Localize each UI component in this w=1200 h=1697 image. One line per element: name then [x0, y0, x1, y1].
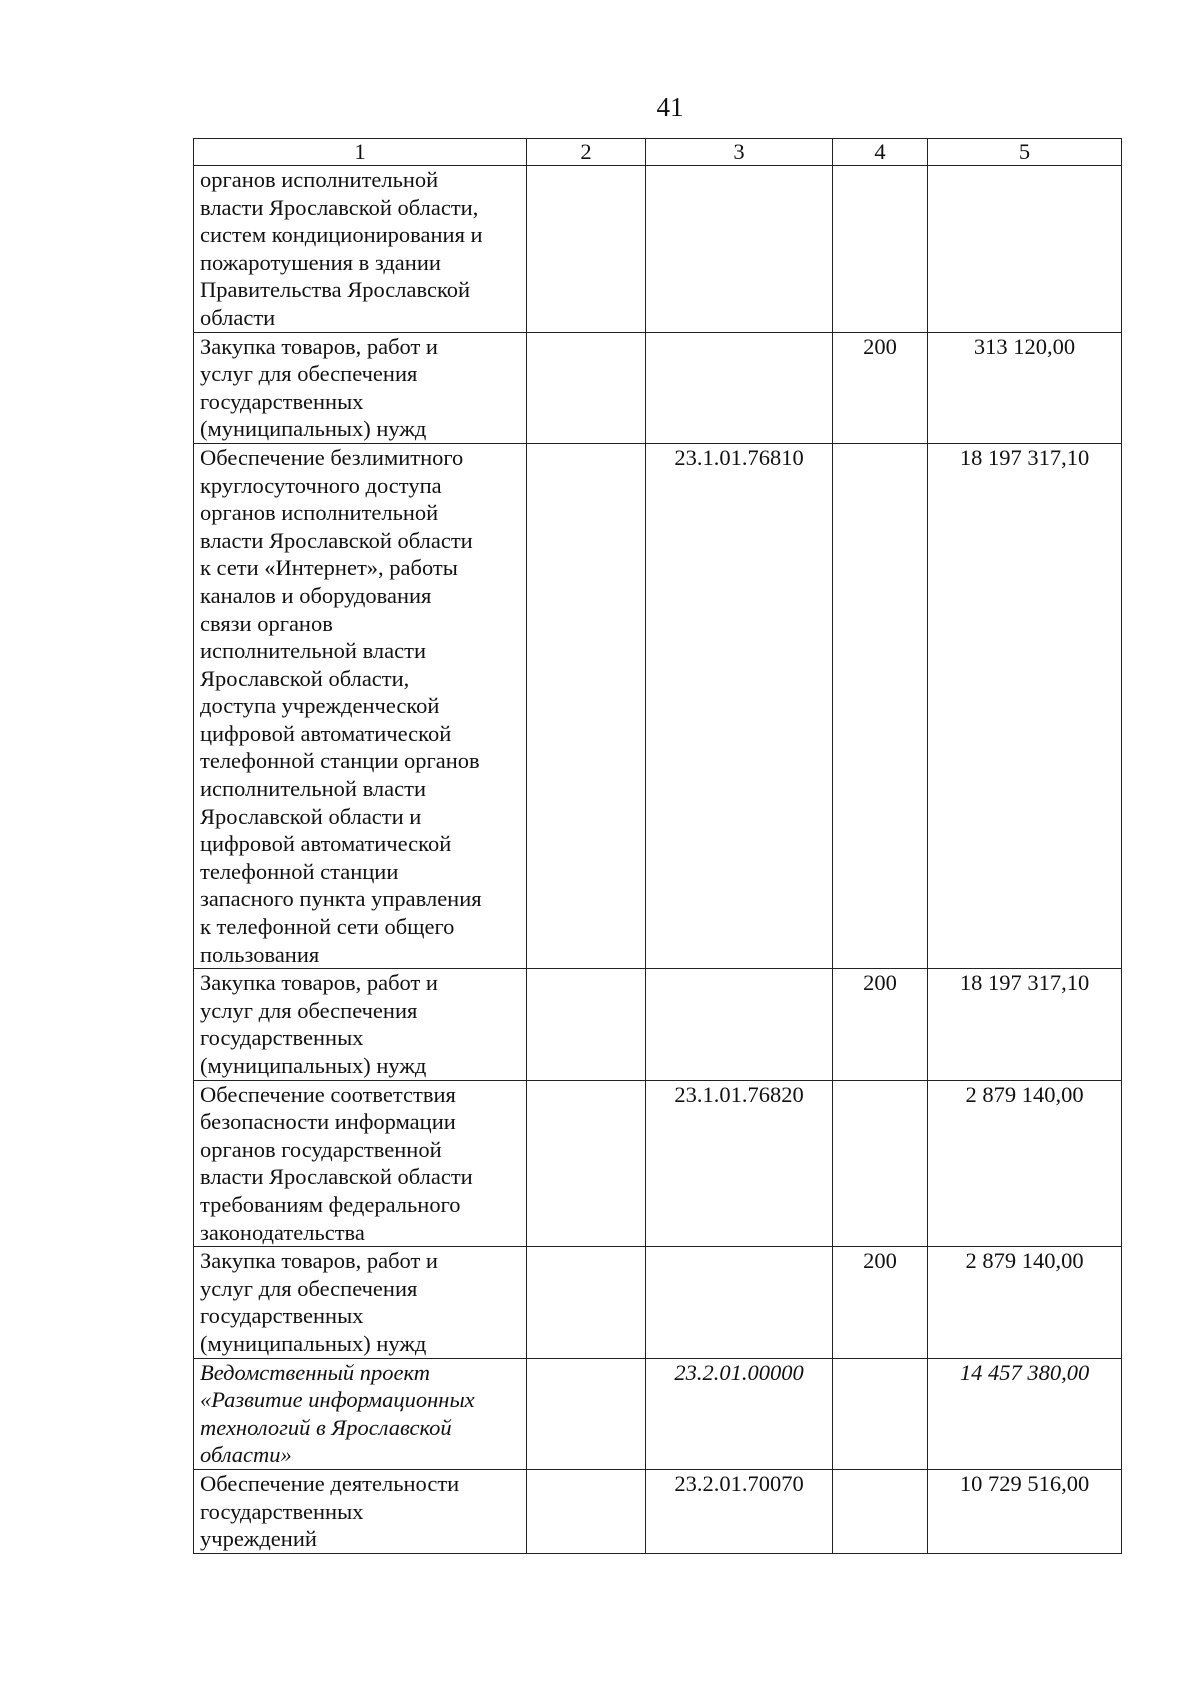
table-row: [194, 969, 1122, 1080]
row-column-2-cell: [527, 332, 646, 443]
header-cell-4: 4: [833, 139, 928, 166]
table-row: [194, 1469, 1122, 1553]
row-column-2-cell: [527, 1080, 646, 1247]
row-name-cell: Закупка товаров, работ и услуг для обеспечения государственных (муниципальных) нужд: [194, 969, 527, 1080]
header-cell-1: 1: [194, 139, 527, 166]
table-row: [194, 1247, 1122, 1358]
row-column-2-cell: [527, 1247, 646, 1358]
row-name-cell: Закупка товаров, работ и услуг для обеспечения государственных (муниципальных) нужд: [194, 1247, 527, 1358]
row-expense-type-cell: 200: [833, 332, 928, 443]
table-row: [194, 332, 1122, 443]
table-header-row: [194, 139, 1122, 166]
row-amount-cell: 313 120,00: [928, 332, 1122, 443]
row-code-cell: 23.2.01.00000: [646, 1358, 833, 1469]
row-amount-cell: [928, 166, 1122, 333]
table-row: [194, 1080, 1122, 1247]
table-row: [194, 166, 1122, 333]
row-column-2-cell: [527, 1358, 646, 1469]
row-amount-cell: 2 879 140,00: [928, 1247, 1122, 1358]
row-expense-type-cell: [833, 1080, 928, 1247]
row-name-cell: Ведомственный проект «Развитие информационных технологий в Ярославской области»: [194, 1358, 527, 1469]
row-name-cell: Закупка товаров, работ и услуг для обеспечения государственных (муниципальных) нужд: [194, 332, 527, 443]
row-name-cell: Обеспечение деятельности государственных учреждений: [194, 1469, 527, 1553]
row-expense-type-cell: [833, 1469, 928, 1553]
row-column-2-cell: [527, 166, 646, 333]
row-expense-type-cell: 200: [833, 969, 928, 1080]
row-expense-type-cell: 200: [833, 1247, 928, 1358]
row-column-2-cell: [527, 443, 646, 968]
row-code-cell: 23.2.01.70070: [646, 1469, 833, 1553]
row-code-cell: 23.1.01.76820: [646, 1080, 833, 1247]
row-code-cell: [646, 332, 833, 443]
header-cell-3: 3: [646, 139, 833, 166]
row-expense-type-cell: [833, 443, 928, 968]
row-column-2-cell: [527, 1469, 646, 1553]
row-column-2-cell: [527, 969, 646, 1080]
row-name-cell: Обеспечение безлимитного круглосуточного доступа органов исполнительной власти Ярославской области к сети «Интернет», работы каналов и оборудования связи органов исполнительной власти Ярославской области, доступа учрежденческой цифровой автоматической телефонной станции органов исполнительной власти Ярославской области и цифровой автоматической телефонной станции запасного пункта управления к телефонной сети общего пользования: [194, 443, 527, 968]
row-code-cell: [646, 1247, 833, 1358]
row-expense-type-cell: [833, 166, 928, 333]
row-code-cell: [646, 969, 833, 1080]
table-row: [194, 1358, 1122, 1469]
header-cell-5: 5: [928, 139, 1122, 166]
header-cell-2: 2: [527, 139, 646, 166]
row-amount-cell: 18 197 317,10: [928, 443, 1122, 968]
table-body: [194, 166, 1122, 1554]
row-name-cell: Обеспечение соответствия безопасности информации органов государственной власти Ярославской области требованиям федерального законодательства: [194, 1080, 527, 1247]
budget-table: [193, 138, 1122, 1554]
row-amount-cell: 18 197 317,10: [928, 969, 1122, 1080]
row-amount-cell: 10 729 516,00: [928, 1469, 1122, 1553]
page-number: 41: [656, 92, 684, 122]
row-code-cell: [646, 166, 833, 333]
row-code-cell: 23.1.01.76810: [646, 443, 833, 968]
row-expense-type-cell: [833, 1358, 928, 1469]
row-amount-cell: 2 879 140,00: [928, 1080, 1122, 1247]
row-name-cell: органов исполнительной власти Ярославской области, систем кондиционирования и пожаротушения в здании Правительства Ярославской области: [194, 166, 527, 333]
table-row: [194, 443, 1122, 968]
row-amount-cell: 14 457 380,00: [928, 1358, 1122, 1469]
